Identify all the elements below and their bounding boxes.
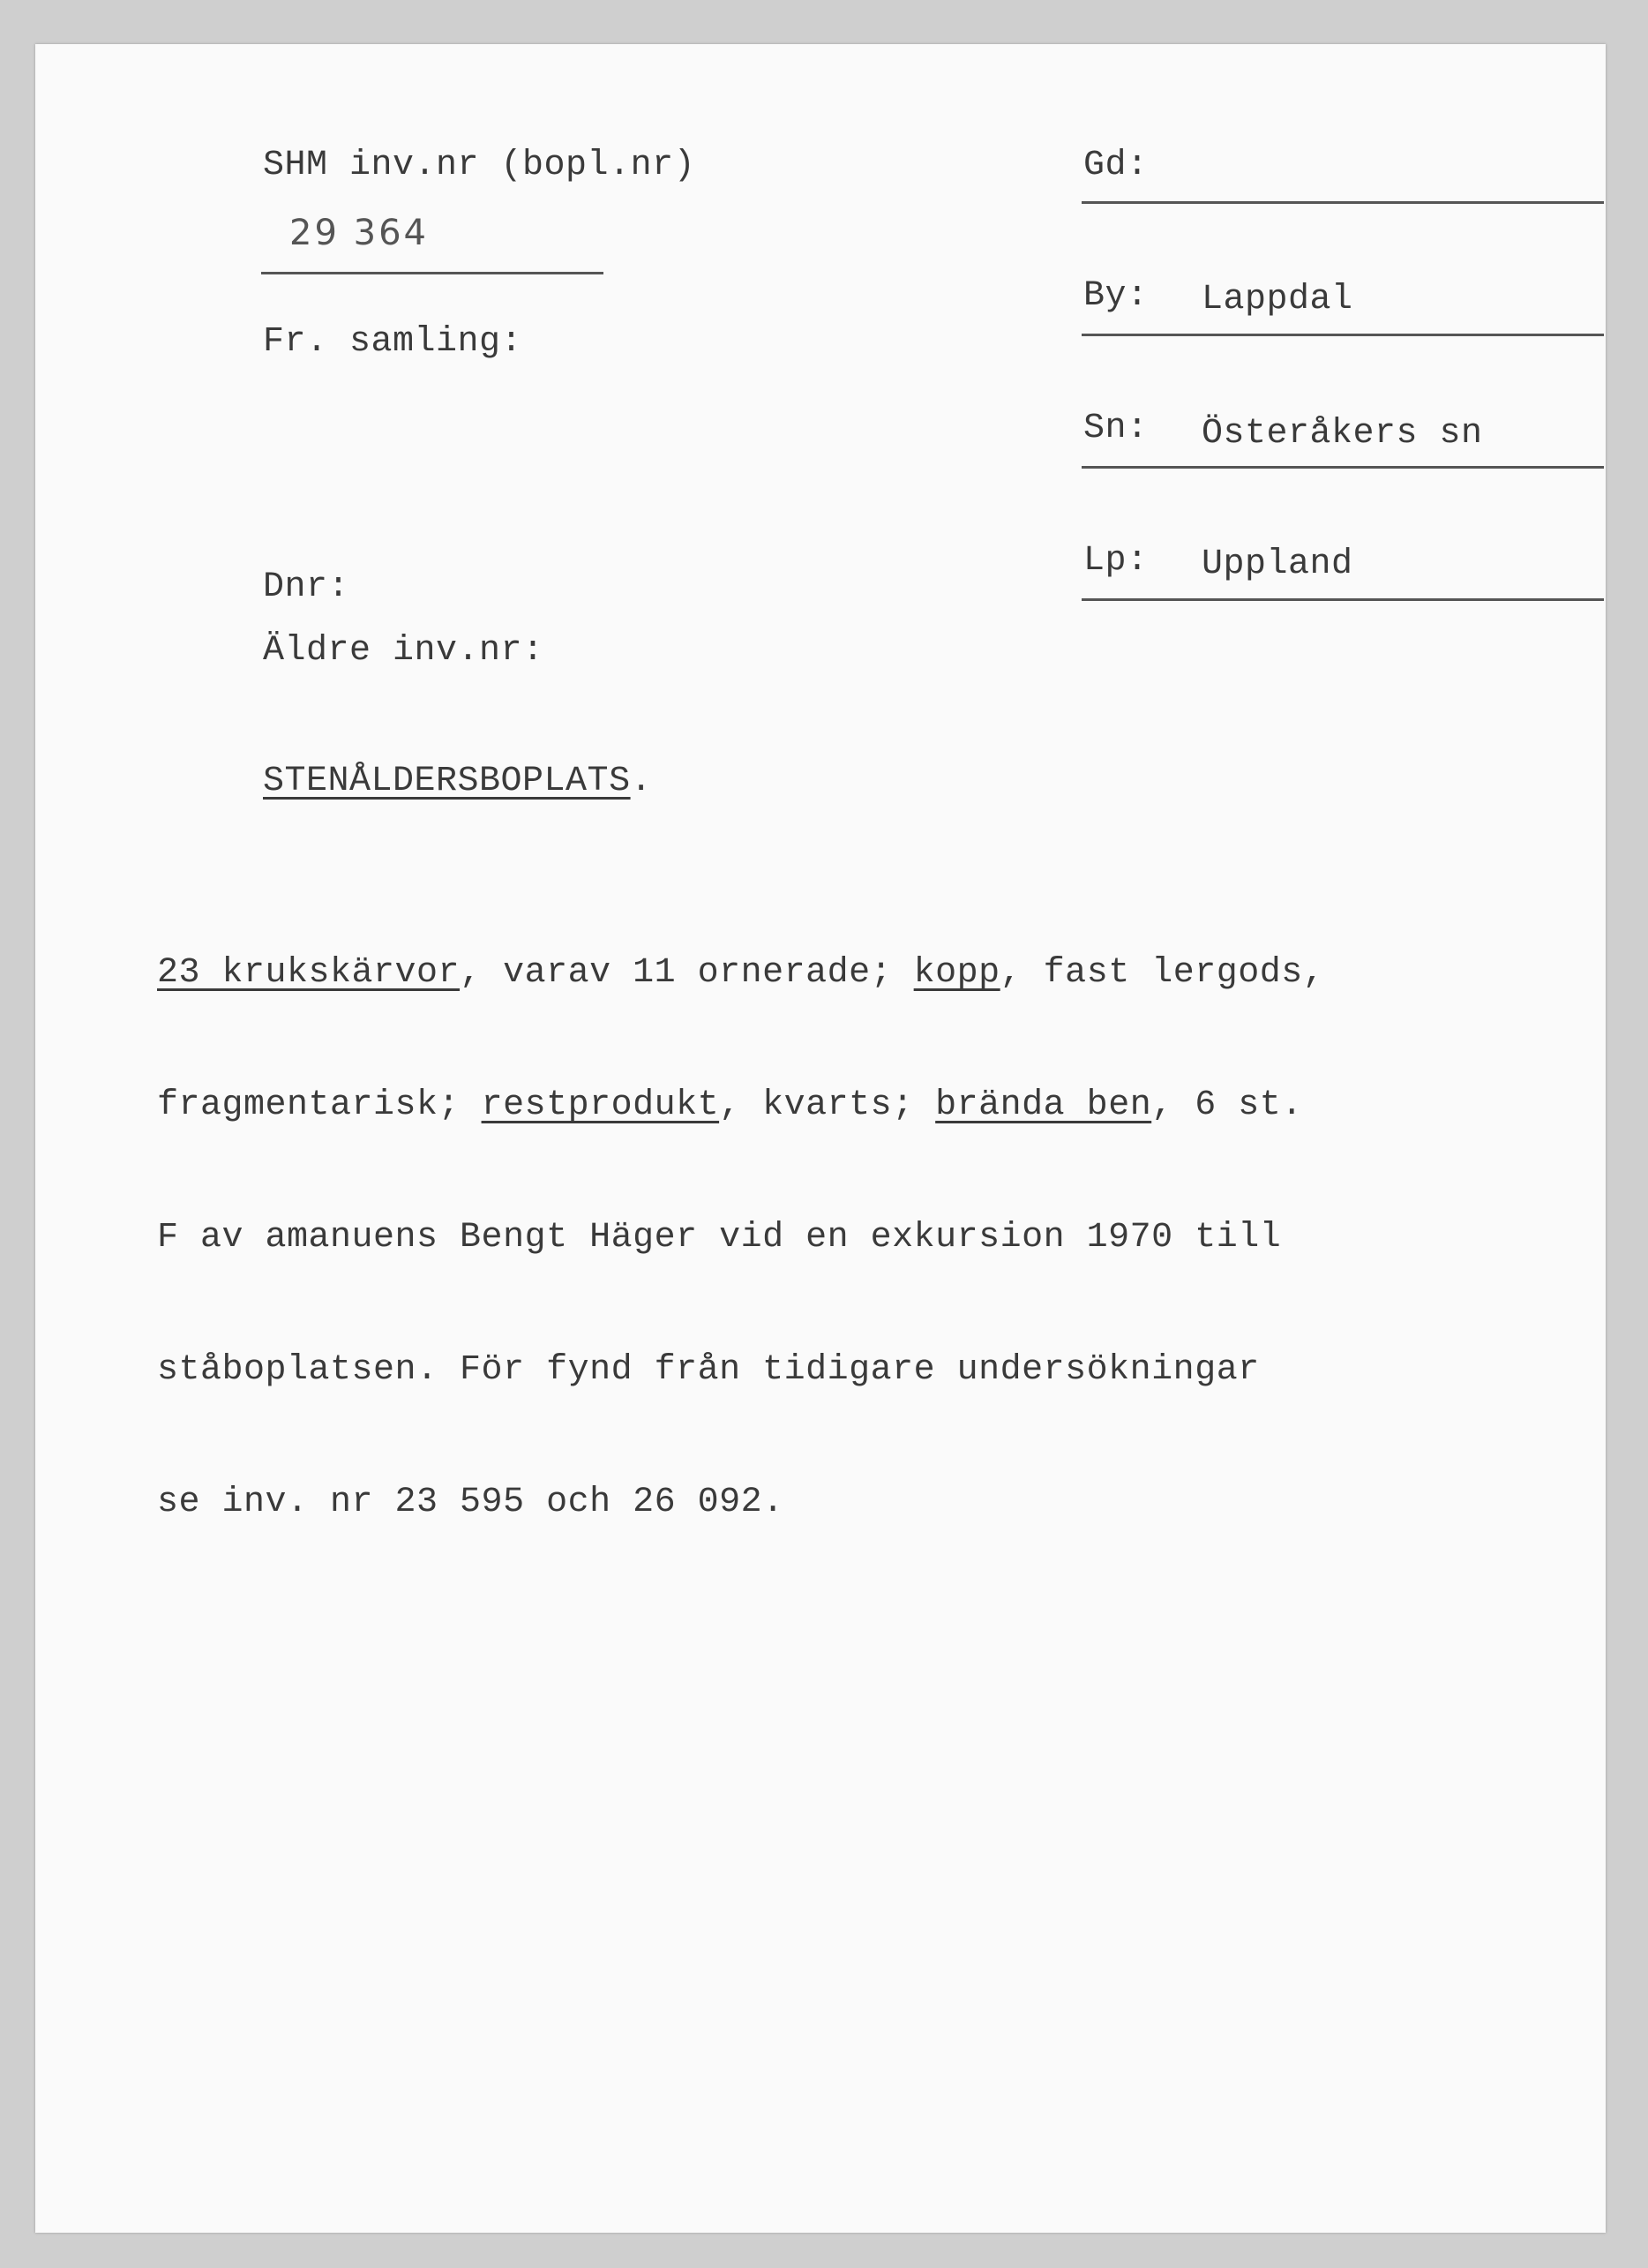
- province-rule: [1082, 598, 1604, 601]
- village-rule: [1082, 334, 1604, 336]
- parish-value: Österåkers sn: [1202, 414, 1483, 454]
- site-type-heading-punct: .: [630, 762, 653, 801]
- description-line-5: se inv. nr 23 595 och 26 092.: [157, 1483, 784, 1522]
- province-label: Lp:: [1083, 541, 1149, 581]
- parish-label: Sn:: [1083, 409, 1149, 448]
- description-text: fragmentarisk;: [157, 1085, 482, 1125]
- find-item-sherds: 23 krukskärvor: [157, 953, 461, 993]
- description-line-2: [157, 1072, 1324, 1138]
- farm-label: Gd:: [1083, 146, 1149, 185]
- find-item-cup: kopp: [913, 953, 1000, 993]
- parish-rule: [1082, 466, 1604, 469]
- description-text: , varav 11 ornerade;: [460, 953, 914, 993]
- site-type-heading-text: STENÅLDERSBOPLATS: [263, 762, 631, 801]
- site-type-heading: [263, 762, 652, 801]
- village-value: Lappdal: [1202, 280, 1353, 319]
- inventory-number-label: SHM inv.nr (bopl.nr): [263, 146, 696, 185]
- find-item-residual: restprodukt: [481, 1085, 720, 1125]
- farm-rule: [1082, 201, 1604, 204]
- older-inventory-label: Äldre inv.nr:: [263, 631, 544, 671]
- description-text: , kvarts;: [719, 1085, 936, 1125]
- province-value: Uppland: [1202, 544, 1353, 584]
- inventory-number-rule: [261, 272, 603, 274]
- village-label: By:: [1083, 276, 1149, 316]
- dnr-label: Dnr:: [263, 567, 350, 607]
- find-item-bones: brända ben: [935, 1085, 1152, 1125]
- description-text: , fast lergods,: [1000, 953, 1325, 993]
- description-line-3: F av amanuens Bengt Häger vid en exkursion 1970 till: [157, 1218, 1282, 1258]
- description-line-1: [157, 940, 1324, 1006]
- description-text: , 6 st.: [1151, 1085, 1303, 1125]
- description-line-4: ståboplatsen. För fynd från tidigare undersökningar: [157, 1350, 1260, 1390]
- inventory-number-value: 29 364: [289, 213, 429, 253]
- find-description: [157, 874, 1324, 1602]
- collection-label: Fr. samling:: [263, 322, 523, 362]
